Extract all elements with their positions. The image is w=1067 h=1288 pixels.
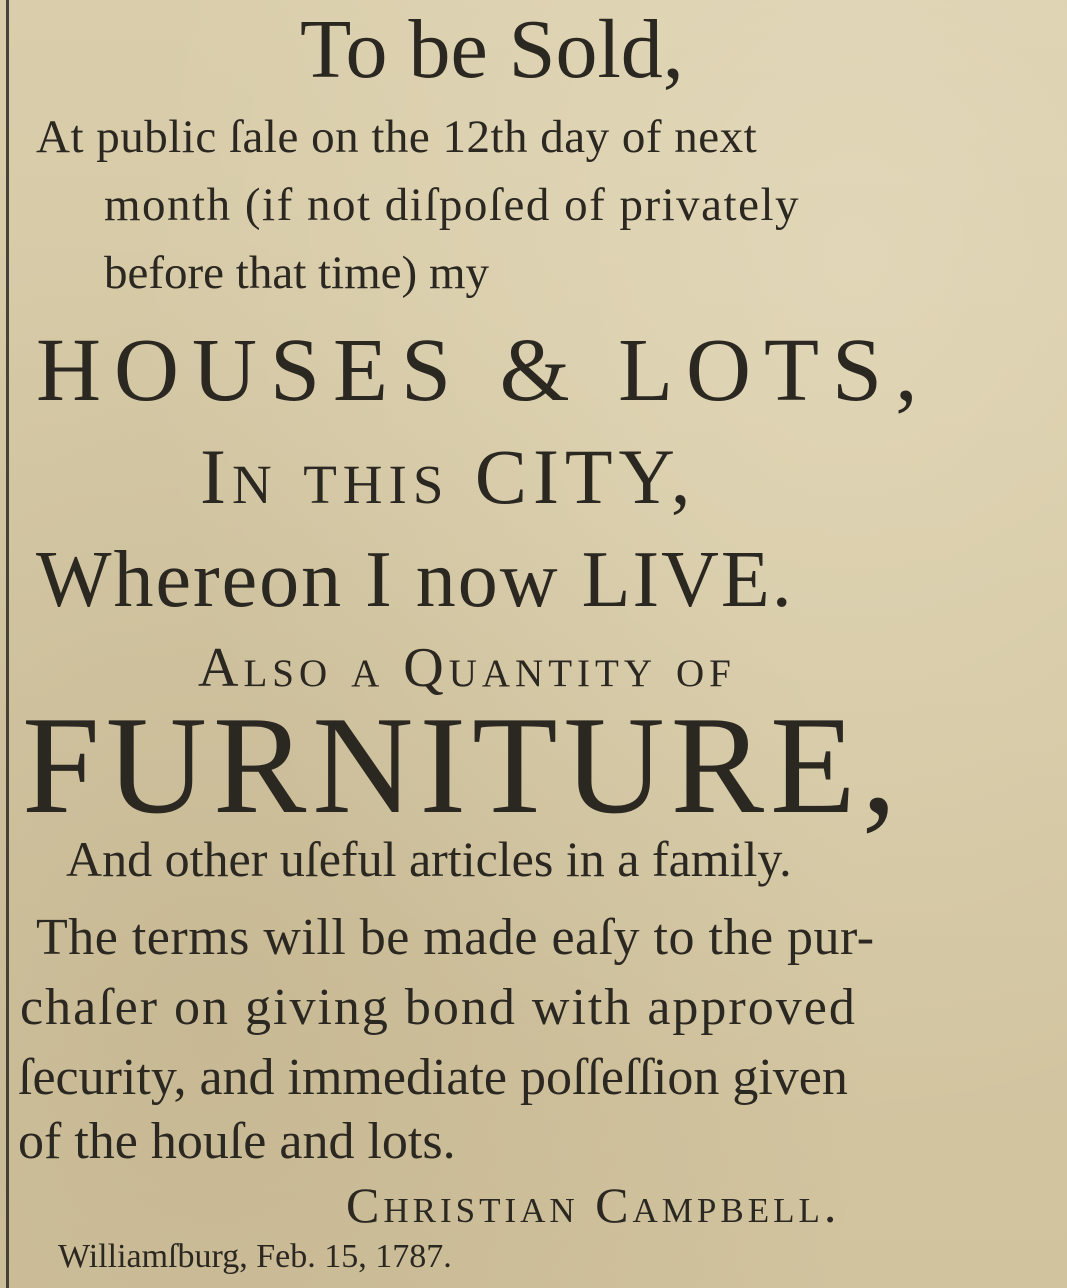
headline-city: In this CITY,	[200, 433, 697, 520]
terms-line-2: chaſer on giving bond with approved	[20, 979, 857, 1036]
intro-line-2: month (if not diſpoſed of privately	[104, 179, 801, 231]
headline-houses-lots: HOUSES & LOTS,	[36, 321, 931, 420]
terms-line-3: ſecurity, and immediate poſſeſſion given	[18, 1049, 848, 1106]
ad-title: To be Sold,	[300, 3, 684, 96]
terms-line-1: The terms will be made eaſy to the pur-	[36, 909, 875, 966]
place-date: Williamſburg, Feb. 15, 1787.	[58, 1238, 452, 1275]
other-articles-line: And other uſeful articles in a family.	[66, 831, 792, 887]
intro-line-3: before that time) my	[104, 247, 489, 299]
intro-line-1: At public ſale on the 12th day of next	[36, 111, 758, 163]
terms-line-4: of the houſe and lots.	[18, 1113, 456, 1170]
headline-live: Whereon I now LIVE.	[36, 536, 794, 624]
headline-furniture: FURNITURE,	[22, 688, 903, 843]
also-quantity-line: Also a Quantity of	[198, 637, 736, 699]
column-rule	[6, 0, 9, 1288]
signature: Christian Campbell.	[346, 1177, 841, 1233]
